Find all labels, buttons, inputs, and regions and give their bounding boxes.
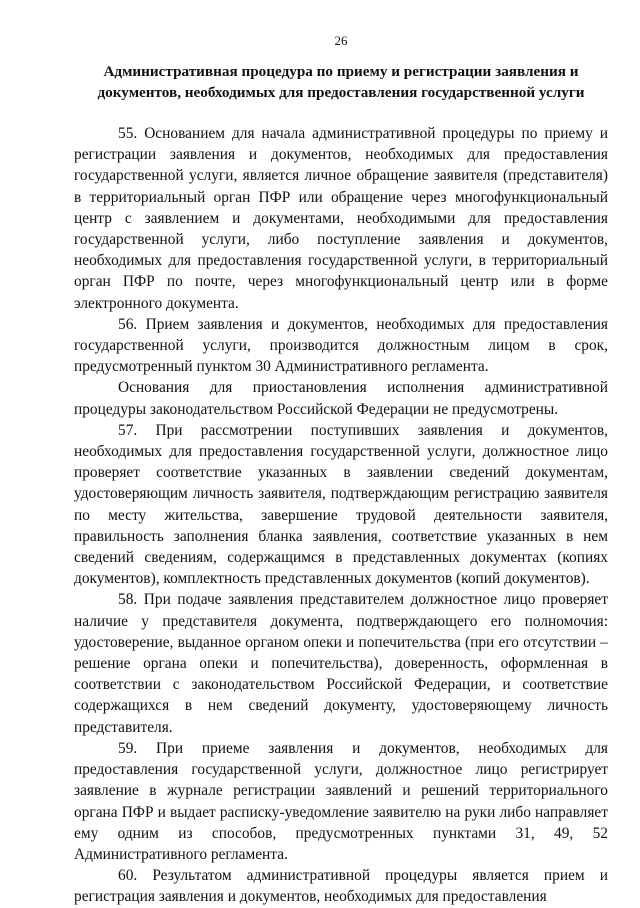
paragraph-57: 57. При рассмотрении поступивших заявления и документов, необходимых для предоставления государственной услуги, должностное лицо проверяет соответствие указанных в заявлении сведений документам, удостоверяющим личность заявителя, подтверждающим регистрацию заявителя по месту жительства, завершение трудовой деятельности заявителя, правильность заполнения бланка заявления, соответствие указанных в нем сведений сведениям, содержащимся в представленных документах (копиях документов), комплектность представленных документов (копий документов).	[74, 421, 608, 588]
paragraph-58: 58. При подаче заявления представителем должностное лицо проверяет наличие у представителя документа, подтверждающего его полномочия: удостоверение, выданное органом опеки и попечительства (при его отсутствии – решение органа опеки и попечительства), доверенность, оформленная в соответствии с законодательством Российской Федерации, и соответствие содержащихся в нем сведений документу, удостоверяющему личность представителя.	[74, 591, 608, 736]
paragraph-suspension-grounds: Основания для приостановления исполнения административной процедуры законодательством Российской Федерации не предусмотрены.	[74, 379, 608, 418]
paragraph-59: 59. При приеме заявления и документов, необходимых для предоставления государственной услуги, должностное лицо регистрирует заявление в журнале регистрации заявлений и решений территориального органа ПФР и выдает расписку-уведомление заявителю на руки либо направляет ему одним из способов, предусмотренных пунктами 31, 49, 52 Административного регламента.	[74, 739, 608, 863]
paragraph-55: 55. Основанием для начала административной процедуры по приему и регистрации заявления и документов, необходимых для предоставления государственной услуги, является личное обращение заявителя (представителя) в территориальный орган ПФР или обращение через многофункциональный центр с заявлением и документами, необходимыми для предоставления государственной услуги, либо поступление заявления и документов, необходимых для предоставления государственной услуги, в территориальный орган ПФР по почте, через многофункциональный центр или в форме электронного документа.	[74, 125, 608, 312]
page-number: 26	[334, 33, 348, 48]
paragraph-60: 60. Результатом административной процедуры является прием и регистрация заявления и документов, необходимых для предоставления	[74, 867, 608, 906]
document-body	[74, 123, 608, 908]
paragraph-56: 56. Прием заявления и документов, необходимых для предоставления государственной услуги, производится должностным лицом в срок, предусмотренный пунктом 30 Административного регламента.	[74, 315, 608, 376]
section-heading: Административная процедура по приему и регистрации заявления и документов, необходимых для предоставления государственной услуги	[97, 63, 585, 101]
